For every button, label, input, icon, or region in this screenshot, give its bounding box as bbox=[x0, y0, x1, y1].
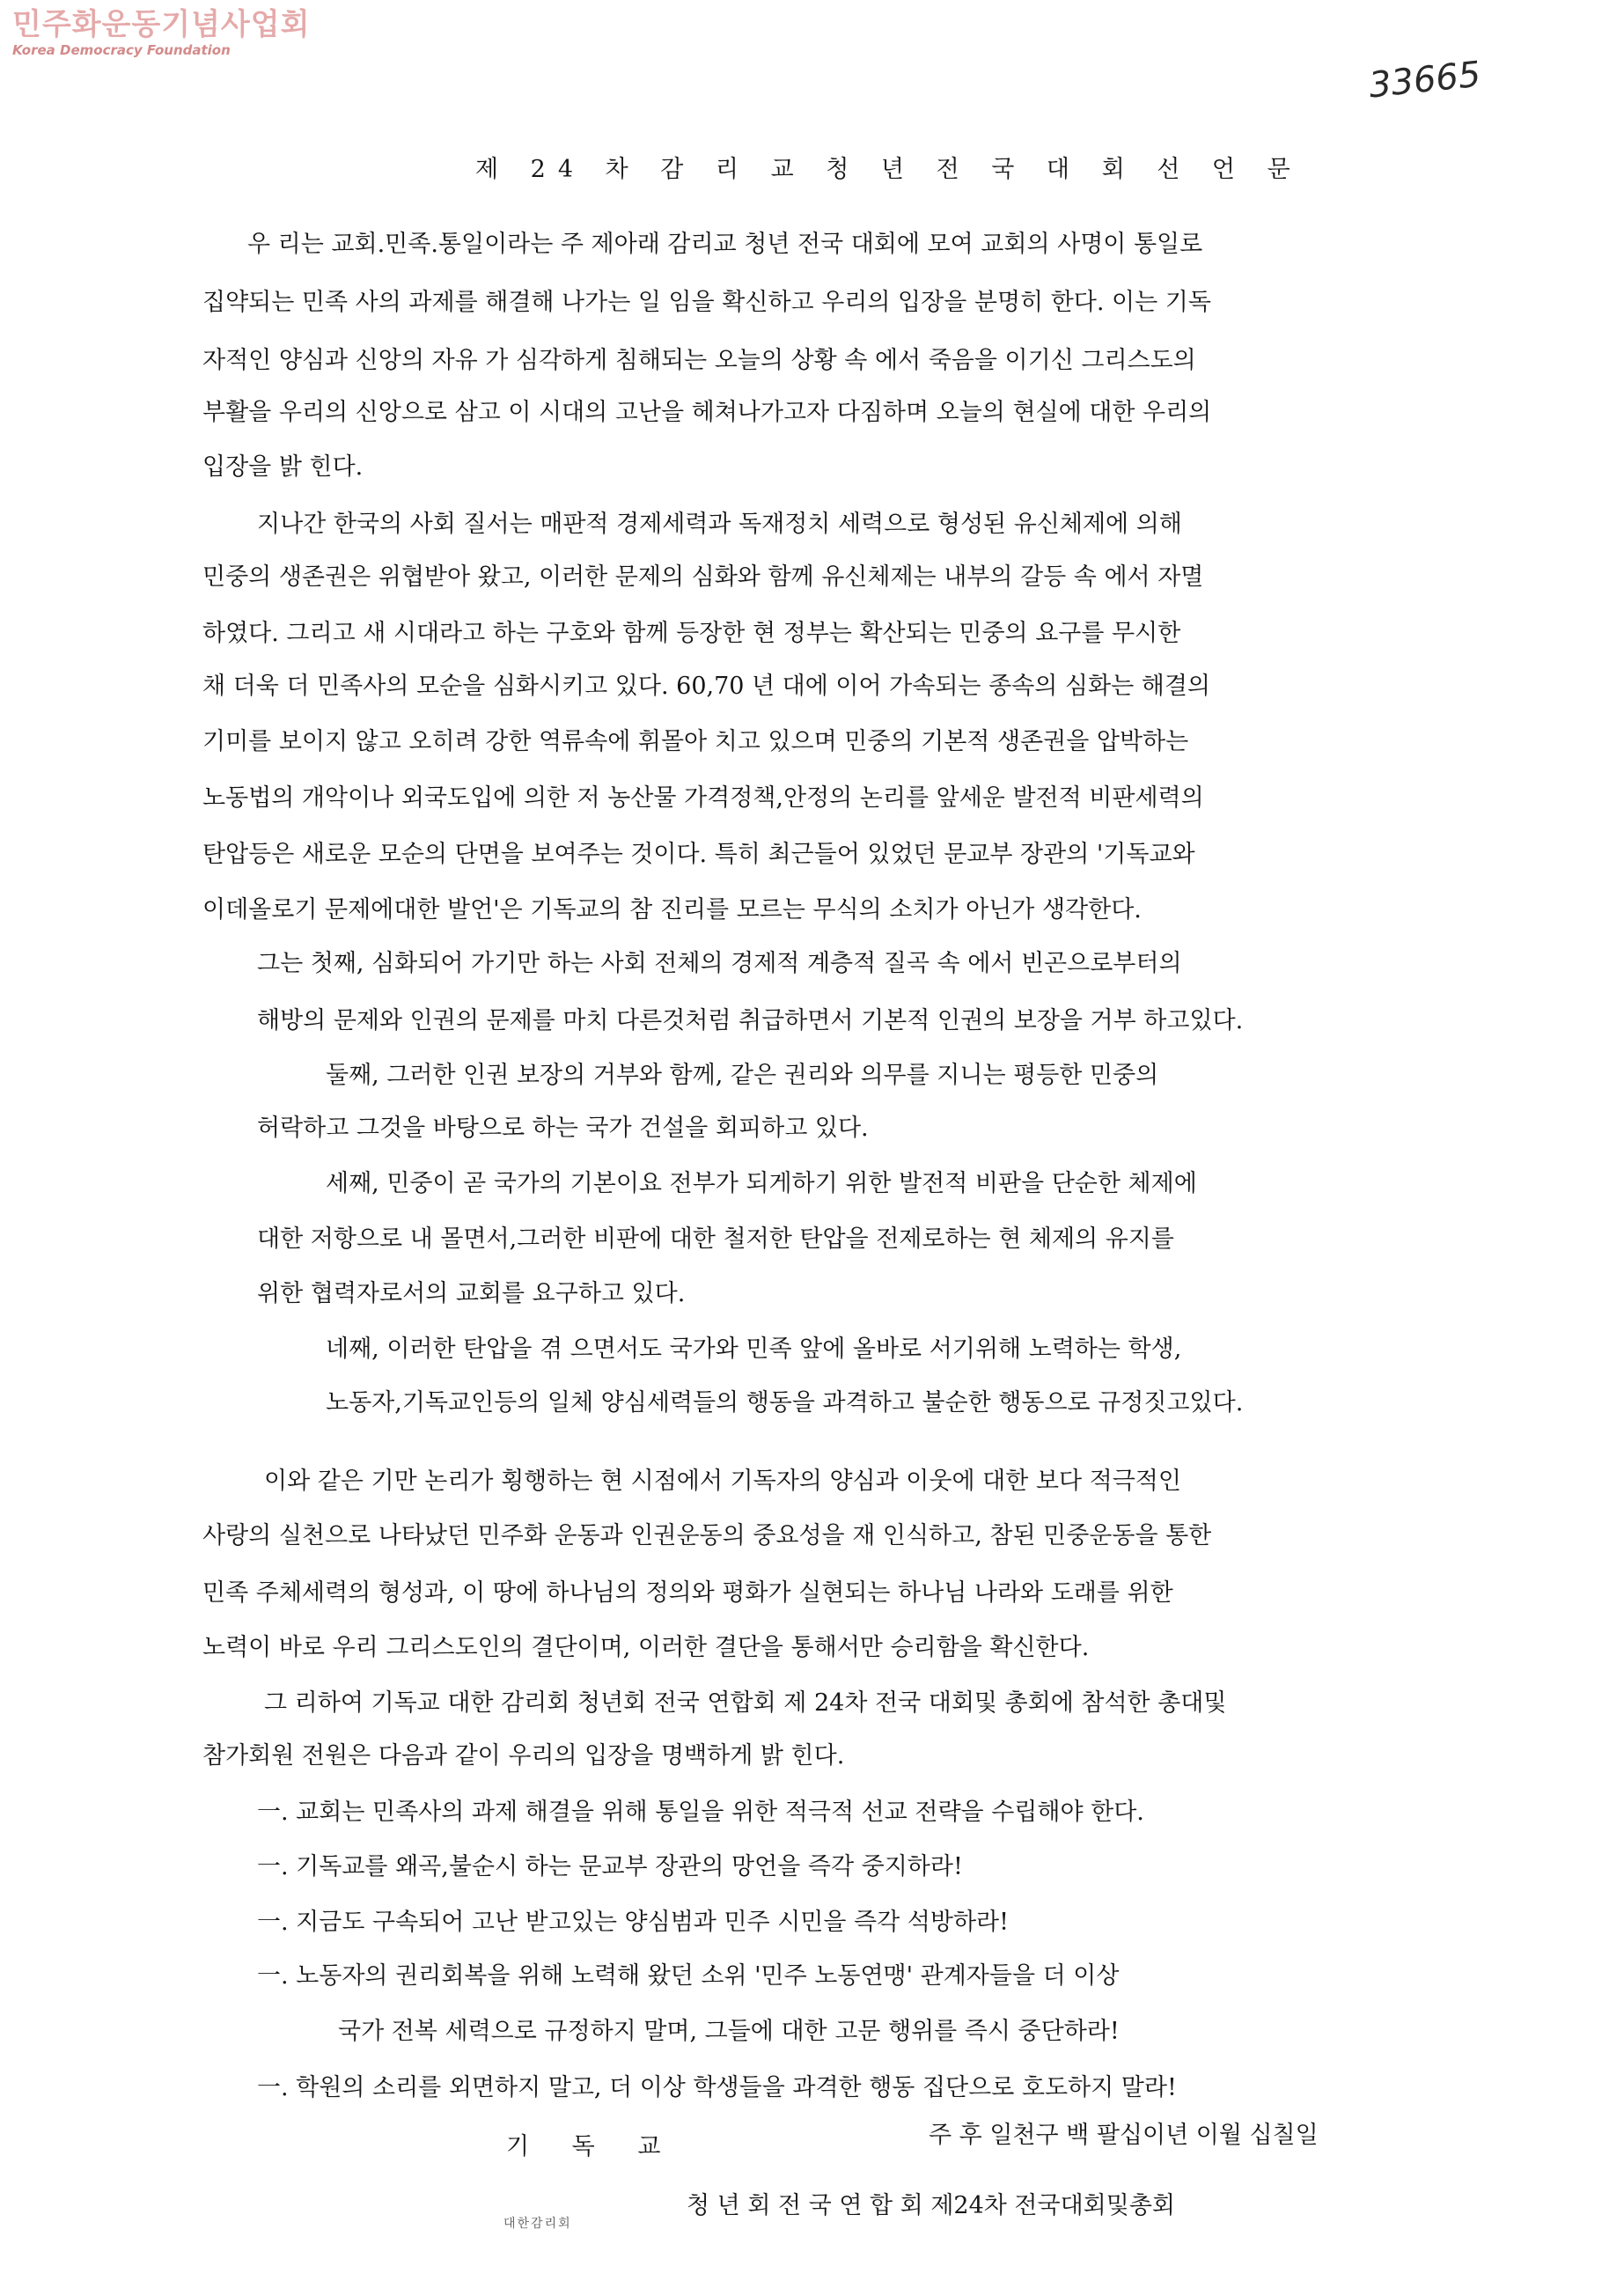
resolution-item: 一. 학원의 소리를 외면하지 말고, 더 이상 학생들을 과격한 행동 집단으로 호도하지 말라! bbox=[257, 2074, 1177, 2101]
body-line: 이와 같은 기만 논리가 횡행하는 현 시점에서 기독자의 양심과 이웃에 대한 보다 적극적인 bbox=[264, 1468, 1181, 1495]
body-line: 기미를 보이지 않고 오히려 강한 역류속에 휘몰아 치고 있으며 민중의 기본적 생존권을 압박하는 bbox=[202, 728, 1189, 755]
body-line: 탄압등은 새로운 모순의 단면을 보여주는 것이다. 특히 최근들어 있었던 문교부 장관의 '기독교와 bbox=[202, 841, 1195, 868]
body-line: 허락하고 그것을 바탕으로 하는 국가 건설을 회피하고 있다. bbox=[257, 1115, 869, 1142]
declaration-date: 주 후 일천구 백 팔십이년 이월 십칠일 bbox=[929, 2122, 1319, 2149]
watermark-subtitle: Korea Democracy Foundation bbox=[12, 42, 231, 58]
body-line: 해방의 문제와 인권의 문제를 마치 다른것처럼 취급하면서 기본적 인권의 보장을 거부 하고있다. bbox=[257, 1007, 1244, 1034]
document-title: 제 24 차 감 리 교 청 년 전 국 대 회 선 언 문 bbox=[475, 156, 1303, 183]
body-line: 세째, 민중이 곧 국가의 기본이요 전부가 되게하기 위한 발전적 비판을 단순한 체제에 bbox=[326, 1170, 1197, 1197]
signature-small-text: 대한감리회 bbox=[503, 2217, 572, 2231]
body-line: 대한 저항으로 내 몰면서,그러한 비판에 대한 철저한 탄압을 전제로하는 현 체제의 유지를 bbox=[257, 1225, 1174, 1253]
resolution-item: 一. 지금도 구속되어 고난 받고있는 양심범과 민주 시민을 즉각 석방하라! bbox=[257, 1909, 1009, 1936]
body-line: 참가회원 전원은 다음과 같이 우리의 입장을 명백하게 밝 힌다. bbox=[202, 1742, 845, 1770]
watermark-logo bbox=[12, 7, 310, 58]
body-line: 자적인 양심과 신앙의 자유 가 심각하게 침해되는 오늘의 상황 속 에서 죽음을 이기신 그리스도의 bbox=[202, 347, 1196, 374]
body-line: 둘째, 그러한 인권 보장의 거부와 함께, 같은 권리와 의무를 지니는 평등한 민중의 bbox=[326, 1062, 1159, 1089]
body-line: 채 더욱 더 민족사의 모순을 심화시키고 있다. 60,70 년 대에 이어 가속되는 종속의 심화는 해결의 bbox=[202, 673, 1210, 700]
signature-line: 청 년 회 전 국 연 합 회 제24차 전국대회및총회 bbox=[687, 2192, 1175, 2219]
body-line: 그는 첫째, 심화되어 가기만 하는 사회 전체의 경제적 계층적 질곡 속 에서 빈곤으로부터의 bbox=[257, 950, 1182, 977]
resolution-item: 一. 교회는 민족사의 과제 해결을 위해 통일을 위한 적극적 선교 전략을 수립해야 한다. bbox=[257, 1799, 1144, 1826]
resolution-item: 一. 기독교를 왜곡,불순시 하는 문교부 장관의 망언을 즉각 중지하라! bbox=[257, 1853, 963, 1880]
body-line: 네째, 이러한 탄압을 겪 으면서도 국가와 민족 앞에 올바로 서기위해 노력하는 학생, bbox=[326, 1335, 1182, 1363]
body-line: 이데올로기 문제에대한 발언'은 기독교의 참 진리를 모르는 무식의 소치가 아닌가 생각한다. bbox=[202, 896, 1142, 923]
watermark-title: 민주화운동기념사업회 bbox=[12, 7, 311, 42]
body-line: 부활을 우리의 신앙으로 삼고 이 시대의 고난을 헤쳐나가고자 다짐하며 오늘의 현실에 대한 우리의 bbox=[202, 399, 1212, 426]
body-line: 지나간 한국의 사회 질서는 매판적 경제세력과 독재정치 세력으로 형성된 유신체제에 의해 bbox=[257, 511, 1182, 538]
body-line: 그 리하여 기독교 대한 감리회 청년회 전국 연합회 제 24차 전국 대회및 총회에 참석한 총대및 bbox=[264, 1689, 1227, 1717]
signature-organization: 기 독 교 bbox=[506, 2133, 679, 2160]
body-line: 집약되는 민족 사의 과제를 해결해 나가는 일 임을 확신하고 우리의 입장을 분명히 한다. 이는 기독 bbox=[202, 289, 1211, 316]
body-line: 노동법의 개악이나 외국도입에 의한 저 농산물 가격정책,안정의 논리를 앞세운 발전적 비판세력의 bbox=[202, 784, 1204, 812]
body-line: 우 리는 교회.민족.통일이라는 주 제아래 감리교 청년 전국 대회에 모여 교회의 사명이 통일로 bbox=[247, 231, 1203, 258]
resolution-item: 국가 전복 세력으로 규정하지 말며, 그들에 대한 고문 행위를 즉시 중단하라! bbox=[338, 2018, 1120, 2045]
body-line: 사랑의 실천으로 나타났던 민주화 운동과 인권운동의 중요성을 재 인식하고, 참된 민중운동을 통한 bbox=[202, 1522, 1212, 1549]
resolution-item: 一. 노동자의 권리회복을 위해 노력해 왔던 소위 '민주 노동연맹' 관계자들을 더 이상 bbox=[257, 1962, 1120, 1990]
body-line: 민중의 생존권은 위협받아 왔고, 이러한 문제의 심화와 함께 유신체제는 내부의 갈등 속 에서 자멸 bbox=[202, 563, 1204, 591]
handwritten-doc-number: 33665 bbox=[1366, 54, 1483, 107]
body-line: 하였다. 그리고 새 시대라고 하는 구호와 함께 등장한 현 정부는 확산되는 민중의 요구를 무시한 bbox=[202, 620, 1181, 647]
body-line: 위한 협력자로서의 교회를 요구하고 있다. bbox=[257, 1280, 686, 1307]
body-line: 민족 주체세력의 형성과, 이 땅에 하나님의 정의와 평화가 실현되는 하나님 나라와 도래를 위한 bbox=[202, 1579, 1173, 1607]
body-line: 입장을 밝 힌다. bbox=[202, 453, 364, 481]
body-line: 노력이 바로 우리 그리스도인의 결단이며, 이러한 결단을 통해서만 승리함을 확신한다. bbox=[202, 1634, 1090, 1661]
body-line: 노동자,기독교인등의 일체 양심세력들의 행동을 과격하고 불순한 행동으로 규정짓고있다. bbox=[326, 1389, 1244, 1416]
